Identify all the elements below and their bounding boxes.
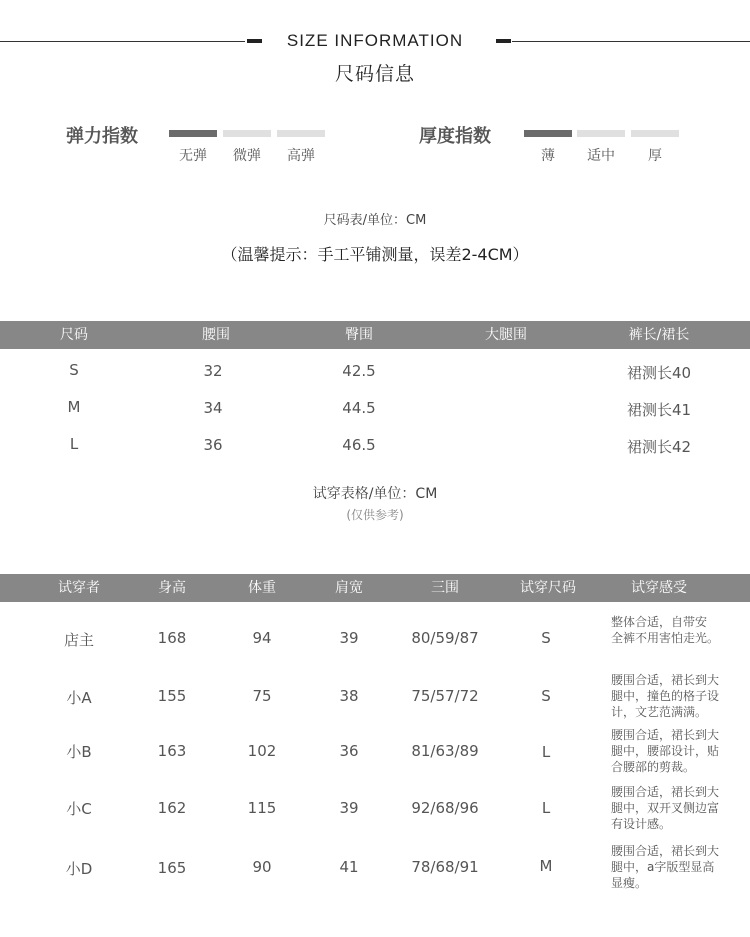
size-cell-waist: 34: [203, 399, 223, 417]
feedback-line: 全裤不用害怕走光。: [611, 631, 720, 645]
header-dash-right: [496, 39, 511, 43]
size-cell-size: S: [69, 361, 79, 379]
size-cell-size: M: [67, 398, 81, 416]
page-title-cn: 尺码信息: [334, 63, 415, 85]
tryon-cell-measurements: 78/68/91: [411, 858, 479, 876]
feedback-line: 整体合适，自带安: [611, 615, 708, 629]
feedback-line: 腿中，a字版型显高: [611, 860, 715, 874]
tryon-cell-measurements: 75/57/72: [411, 687, 479, 705]
tryon-cell-name: 小C: [66, 800, 92, 818]
size-col-size: 尺码: [60, 327, 88, 343]
tryon-col-height: 身高: [158, 580, 186, 596]
tryon-cell-shoulder: 36: [339, 742, 359, 760]
tryon-cell-size: L: [541, 743, 551, 761]
tryon-cell-weight: 102: [247, 742, 277, 760]
size-cell-waist: 32: [203, 362, 223, 380]
size-cell-waist: 36: [203, 436, 223, 454]
feedback-line: 合腰部的剪裁。: [611, 760, 696, 774]
feedback-line: 腰围合适，裙长到大: [611, 844, 720, 858]
tryon-col-size: 试穿尺码: [520, 580, 576, 596]
tryon-cell-weight: 94: [252, 629, 272, 647]
feedback-line: 腿中，腰部设计，贴: [611, 744, 720, 758]
elasticity-bar-3: [277, 130, 325, 137]
size-cell-hip: 42.5: [342, 362, 376, 380]
size-col-length: 裤长/裙长: [628, 327, 690, 343]
tryon-col-shoulder: 肩宽: [335, 580, 363, 596]
feedback-line: 有设计感。: [611, 817, 672, 831]
size-col-waist: 腰围: [202, 327, 230, 343]
feedback-line: 腿中，撞色的格子设: [611, 689, 720, 703]
feedback-line: 腰围合适，裙长到大: [611, 673, 720, 687]
feedback-line: 腰围合适，裙长到大: [611, 785, 720, 799]
size-cell-hip: 46.5: [342, 436, 376, 454]
feedback-line: 计，文艺范满满。: [611, 705, 708, 719]
tryon-cell-feedback: [611, 784, 741, 832]
tryon-cell-name: 店主: [63, 631, 94, 649]
tryon-cell-shoulder: 39: [339, 629, 359, 647]
tryon-cell-feedback: [611, 843, 741, 891]
tryon-cell-size: S: [541, 629, 551, 647]
tryon-cell-height: 162: [157, 799, 187, 817]
thickness-level-3: 厚: [648, 148, 662, 164]
tryon-cell-shoulder: 39: [339, 799, 359, 817]
tryon-col-name: 试穿者: [58, 580, 100, 596]
header-rule-right: [512, 41, 750, 42]
tryon-cell-weight: 90: [252, 858, 272, 876]
size-cell-length: 裙测长42: [626, 438, 692, 456]
tryon-cell-weight: 115: [247, 799, 277, 817]
thickness-label: 厚度指数: [419, 126, 491, 147]
thickness-bar-1: [524, 130, 572, 137]
tryon-cell-height: 155: [157, 687, 187, 705]
tryon-cell-size: M: [539, 857, 553, 875]
tryon-table-header: [0, 574, 750, 602]
elasticity-bar-2: [223, 130, 271, 137]
tryon-col-measurements: 三围: [431, 580, 459, 596]
size-cell-length: 裙测长40: [626, 364, 692, 382]
feedback-line: 腿中，双开叉侧边富: [611, 801, 720, 815]
tryon-cell-weight: 75: [252, 687, 272, 705]
tryon-col-feedback: 试穿感受: [631, 580, 687, 596]
tryon-cell-measurements: 92/68/96: [411, 799, 479, 817]
tryon-cell-height: 168: [157, 629, 187, 647]
elasticity-level-2: 微弹: [233, 148, 261, 164]
thickness-bar-3: [631, 130, 679, 137]
tryon-reference-note: (仅供参考): [346, 508, 404, 522]
size-cell-size: L: [69, 435, 79, 453]
tryon-cell-measurements: 81/63/89: [411, 742, 479, 760]
tryon-cell-feedback: [611, 727, 741, 775]
tryon-cell-name: 小A: [66, 689, 92, 707]
thickness-level-1: 薄: [541, 148, 555, 164]
tryon-cell-feedback: [611, 614, 741, 646]
tryon-col-weight: 体重: [248, 580, 276, 596]
page-title-en: SIZE INFORMATION: [286, 31, 464, 50]
measurement-tip: （温馨提示：手工平铺测量，误差2-4CM）: [221, 245, 529, 264]
tryon-cell-height: 163: [157, 742, 187, 760]
elasticity-bar-1: [169, 130, 217, 137]
elasticity-level-3: 高弹: [287, 148, 315, 164]
size-col-hip: 臀围: [345, 327, 373, 343]
elasticity-level-1: 无弹: [179, 148, 207, 164]
feedback-line: 腰围合适，裙长到大: [611, 728, 720, 742]
tryon-cell-size: L: [541, 799, 551, 817]
tryon-cell-height: 165: [157, 859, 187, 877]
tryon-cell-name: 小B: [66, 743, 92, 761]
size-col-thigh: 大腿围: [485, 327, 527, 343]
tryon-cell-shoulder: 38: [339, 687, 359, 705]
size-table-header: [0, 321, 750, 349]
tryon-unit-note: 试穿表格/单位：CM: [312, 486, 438, 502]
tryon-cell-feedback: [611, 672, 741, 720]
tryon-cell-shoulder: 41: [339, 858, 359, 876]
size-table-unit-note: 尺码表/单位：CM: [323, 213, 427, 228]
feedback-line: 显瘦。: [611, 876, 648, 890]
elasticity-label: 弹力指数: [66, 126, 138, 147]
size-cell-length: 裙测长41: [626, 401, 692, 419]
size-cell-hip: 44.5: [342, 399, 376, 417]
tryon-cell-name: 小D: [65, 860, 93, 878]
tryon-cell-size: S: [541, 687, 551, 705]
tryon-cell-measurements: 80/59/87: [411, 629, 479, 647]
thickness-level-2: 适中: [587, 148, 615, 164]
thickness-bar-2: [577, 130, 625, 137]
